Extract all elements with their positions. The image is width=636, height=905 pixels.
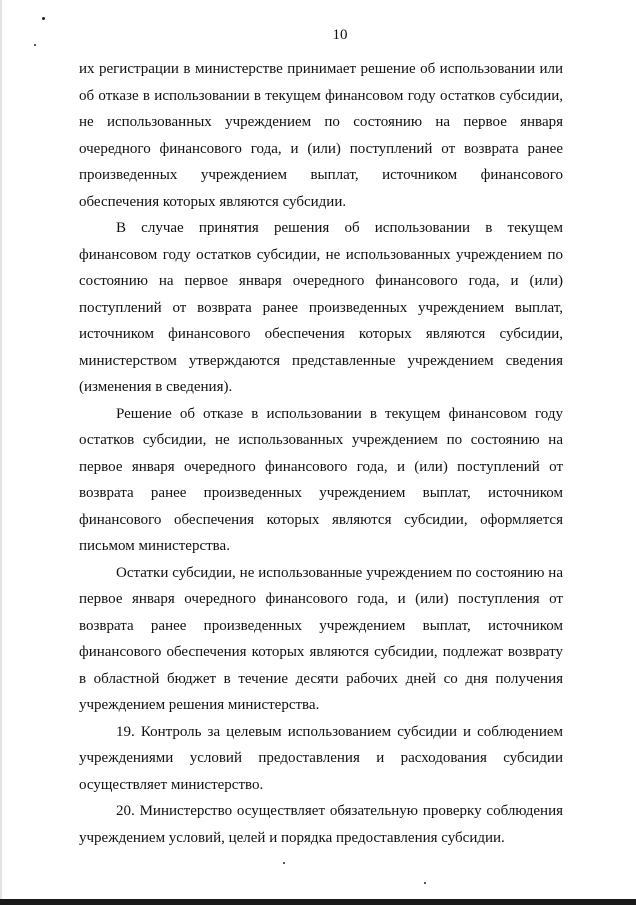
paragraph: их регистрации в министерстве принимает решение об использовании или об отказе в использовании в текущем финансовом году остатков субсидии, не использованных учреждением по состоянию на первое января очередного финансового года, и (или) поступлений от возврата ранее произведенных учреждением выплат, источником финансового обеспечения которых являются субсидии. — [79, 61, 563, 210]
paragraph: Остатки субсидии, не использованные учреждением по состоянию на первое января очередного финансового года, и (или) поступления от возврата ранее произведенных учреждением выплат, источником финансового обеспечения которых являются субсидии, подлежат возврату в областной бюджет в течение десяти рабочих дней со дня получения учреждением решения министерства. — [79, 564, 563, 713]
paragraph: В случае принятия решения об использовании в текущем финансовом году остатков субсидии, не использованных учреждением по состоянию на первое января очередного финансового года, и (или) поступлений от возврата ранее произведенных учреждением выплат, источником финансового обеспечения которых являются субсидии, министерством утверждаются представленные учреждением сведения (изменения в сведения). — [79, 220, 563, 395]
paragraph: 20. Министерство осуществляет обязательную проверку соблюдения учреждением условий, целей и порядка предоставления субсидии. — [79, 803, 563, 846]
scan-speck — [424, 882, 426, 884]
document-body — [79, 56, 563, 851]
scan-edge — [0, 0, 2, 905]
scan-speck — [42, 17, 45, 20]
scan-speck — [283, 862, 285, 864]
scan-speck — [34, 44, 36, 46]
scan-bottom-border — [0, 899, 636, 905]
paragraph: 19. Контроль за целевым использованием субсидии и соблюдением учреждениями условий предоставления и расходования субсидии осуществляет министерство. — [79, 723, 563, 793]
paragraph: Решение об отказе в использовании в текущем финансовом году остатков субсидии, не использованных учреждением по состоянию на первое января очередного финансового года, и (или) поступлений от возврата ранее произведенных учреждением выплат, источником финансового обеспечения которых являются субсидии, оформляется письмом министерства. — [79, 405, 563, 554]
page-number: 10 — [332, 27, 348, 43]
